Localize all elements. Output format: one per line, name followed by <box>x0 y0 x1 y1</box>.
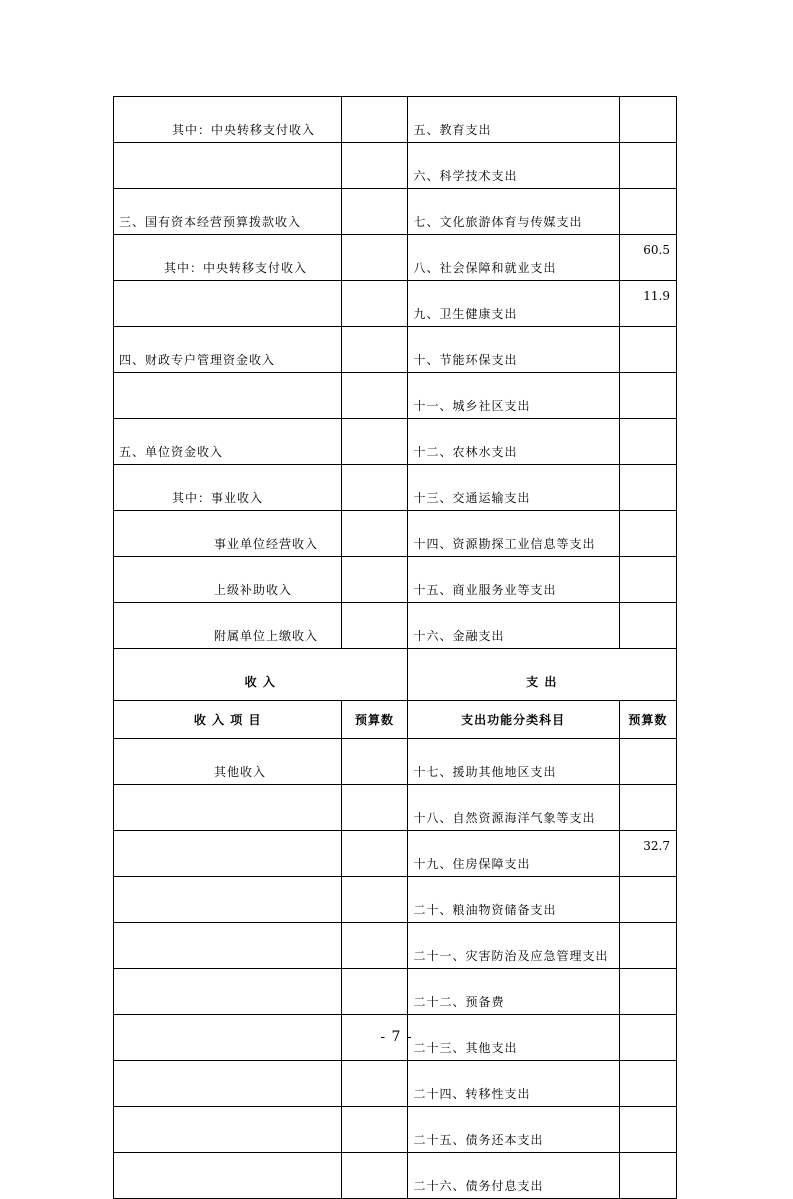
expense-item: 九、卫生健康支出 <box>407 281 619 327</box>
table-row <box>114 143 677 189</box>
table-row <box>114 1061 677 1107</box>
expense-amount <box>619 923 676 969</box>
income-item <box>114 1107 342 1153</box>
income-amount <box>342 511 407 557</box>
income-amount <box>342 143 407 189</box>
table-row <box>114 373 677 419</box>
income-item: 上级补助收入 <box>114 557 342 603</box>
expense-amount-column-header: 预算数 <box>619 701 676 739</box>
expense-item: 十、节能环保支出 <box>407 327 619 373</box>
expense-item-column-header: 支出功能分类科目 <box>407 701 619 739</box>
income-item <box>114 143 342 189</box>
expense-item: 十二、农林水支出 <box>407 419 619 465</box>
income-item: 其中：中央转移支付收入 <box>114 97 342 143</box>
table-row <box>114 603 677 649</box>
expense-item: 六、科学技术支出 <box>407 143 619 189</box>
income-amount <box>342 373 407 419</box>
table-row <box>114 465 677 511</box>
income-item: 附属单位上缴收入 <box>114 603 342 649</box>
expense-amount <box>619 511 676 557</box>
table-row <box>114 923 677 969</box>
income-amount <box>342 189 407 235</box>
income-item <box>114 785 342 831</box>
income-item <box>114 877 342 923</box>
expense-amount <box>619 143 676 189</box>
income-amount <box>342 923 407 969</box>
table-row <box>114 327 677 373</box>
income-amount <box>342 97 407 143</box>
table-row <box>114 739 677 785</box>
expense-item: 十一、城乡社区支出 <box>407 373 619 419</box>
income-section-header: 收 入 <box>114 649 408 701</box>
table-row <box>114 831 677 877</box>
section-header-row <box>114 649 677 701</box>
expense-amount <box>619 557 676 603</box>
table-row <box>114 969 677 1015</box>
income-amount <box>342 785 407 831</box>
table-row <box>114 557 677 603</box>
income-item <box>114 1061 342 1107</box>
expense-section-header: 支 出 <box>407 649 677 701</box>
table-row <box>114 1153 677 1199</box>
income-amount <box>342 969 407 1015</box>
income-item <box>114 923 342 969</box>
table-row <box>114 1107 677 1153</box>
expense-item: 二十二、预备费 <box>407 969 619 1015</box>
income-item <box>114 969 342 1015</box>
table-row <box>114 419 677 465</box>
expense-item: 七、文化旅游体育与传媒支出 <box>407 189 619 235</box>
expense-amount <box>619 189 676 235</box>
income-amount <box>342 281 407 327</box>
expense-amount <box>619 785 676 831</box>
income-item: 其中：事业收入 <box>114 465 342 511</box>
expense-amount: 32.7 <box>619 831 676 877</box>
column-header-row <box>114 701 677 739</box>
table-row <box>114 97 677 143</box>
expense-item: 十六、金融支出 <box>407 603 619 649</box>
income-item: 事业单位经营收入 <box>114 511 342 557</box>
income-amount <box>342 603 407 649</box>
income-amount <box>342 1107 407 1153</box>
income-item: 五、单位资金收入 <box>114 419 342 465</box>
expense-item: 十四、资源勘探工业信息等支出 <box>407 511 619 557</box>
expense-item: 十五、商业服务业等支出 <box>407 557 619 603</box>
expense-amount: 11.9 <box>619 281 676 327</box>
income-amount <box>342 877 407 923</box>
expense-amount <box>619 327 676 373</box>
table-row <box>114 235 677 281</box>
table-row <box>114 281 677 327</box>
table-row <box>114 877 677 923</box>
income-item: 三、国有资本经营预算拨款收入 <box>114 189 342 235</box>
expense-item: 二十六、债务付息支出 <box>407 1153 619 1199</box>
expense-amount: 60.5 <box>619 235 676 281</box>
expense-item: 十八、自然资源海洋气象等支出 <box>407 785 619 831</box>
income-item <box>114 281 342 327</box>
expense-amount <box>619 739 676 785</box>
expense-item: 二十四、转移性支出 <box>407 1061 619 1107</box>
income-amount <box>342 465 407 511</box>
expense-item: 二十三、其他支出 <box>407 1015 619 1061</box>
expense-amount <box>619 1107 676 1153</box>
income-item: 其他收入 <box>114 739 342 785</box>
income-amount <box>342 1061 407 1107</box>
income-amount <box>342 235 407 281</box>
income-amount <box>342 557 407 603</box>
income-amount <box>342 739 407 785</box>
income-item <box>114 373 342 419</box>
table-row <box>114 785 677 831</box>
expense-item: 二十五、债务还本支出 <box>407 1107 619 1153</box>
page-number: - 7 - <box>380 1029 413 1045</box>
income-item: 四、财政专户管理资金收入 <box>114 327 342 373</box>
income-amount <box>342 419 407 465</box>
income-item <box>114 1153 342 1199</box>
income-item: 其中：中央转移支付收入 <box>114 235 342 281</box>
income-amount-column-header: 预算数 <box>342 701 407 739</box>
income-item <box>114 831 342 877</box>
expense-item: 十七、援助其他地区支出 <box>407 739 619 785</box>
expense-amount <box>619 419 676 465</box>
expense-amount <box>619 97 676 143</box>
expense-item: 五、教育支出 <box>407 97 619 143</box>
expense-amount <box>619 603 676 649</box>
expense-amount <box>619 969 676 1015</box>
expense-item: 十九、住房保障支出 <box>407 831 619 877</box>
table-row <box>114 189 677 235</box>
expense-amount <box>619 465 676 511</box>
income-item-column-header: 收 入 项 目 <box>114 701 342 739</box>
expense-item: 十三、交通运输支出 <box>407 465 619 511</box>
expense-item: 二十、粮油物资储备支出 <box>407 877 619 923</box>
expense-item: 八、社会保障和就业支出 <box>407 235 619 281</box>
expense-amount <box>619 877 676 923</box>
expense-amount <box>619 373 676 419</box>
income-amount <box>342 327 407 373</box>
expense-item: 二十一、灾害防治及应急管理支出 <box>407 923 619 969</box>
expense-amount <box>619 1153 676 1199</box>
table-row <box>114 511 677 557</box>
income-amount <box>342 1153 407 1199</box>
income-amount <box>342 831 407 877</box>
expense-amount <box>619 1061 676 1107</box>
